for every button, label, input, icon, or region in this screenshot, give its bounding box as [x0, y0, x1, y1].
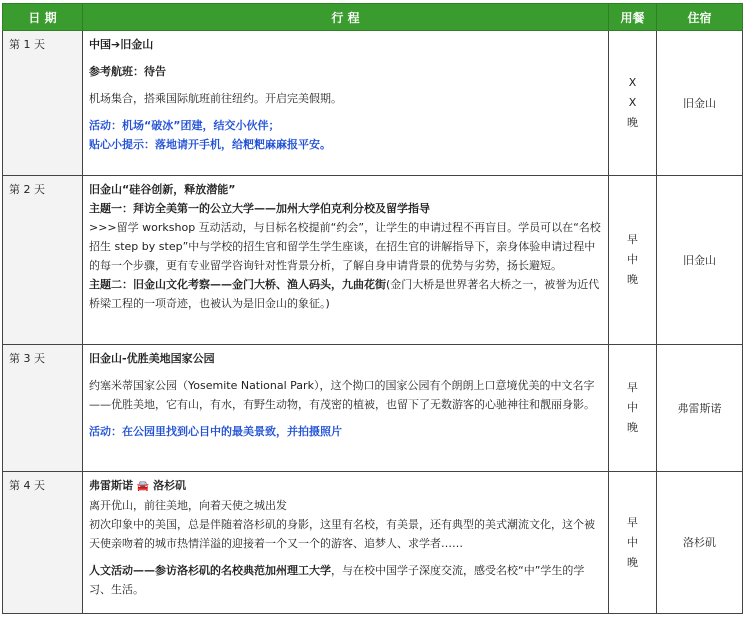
meal-dinner: 晚	[627, 555, 638, 569]
meal-dinner: 晚	[627, 116, 638, 129]
meal-lunch: 中	[627, 535, 638, 549]
meal-lunch: 中	[627, 401, 638, 414]
meal-cell	[609, 345, 657, 472]
theme-two-paragraph	[89, 275, 602, 313]
meal-breakfast: 早	[627, 515, 638, 529]
day-title: 旧金山“硅谷创新，释放潜能”	[89, 183, 236, 196]
title-destination: 洛杉矶	[153, 479, 187, 492]
theme-one: 主题一：拜访全美第一的公立大学——加州大学伯克利分校及留学指导	[89, 202, 430, 215]
meal-dinner: 晚	[627, 421, 638, 434]
day-description: 初次印象中的美国，总是伴随着洛杉矶的身影，这里有名校，有美景，还有典型的美式潮流文化，这个被天使亲吻着的城市热情洋溢的迎接着一个又一个的游客、追梦人、求学者……	[89, 518, 595, 550]
day-plan	[83, 31, 609, 176]
day-title: 旧金山-优胜美地国家公园	[89, 352, 215, 365]
day-row-3	[3, 345, 743, 472]
day-description: 机场集合，搭乘国际航班前往纽约。开启完美假期。	[89, 92, 342, 105]
itinerary-table	[2, 3, 743, 614]
day-description: 约塞米蒂国家公园（Yosemite National Park），这个拗口的国家公园有个朗朗上口意境优美的中文名字——优胜美地，它有山，有水，有野生动物，有茂密的植被，也留下了无数游客的心驰神往和靓丽身影。	[89, 379, 595, 411]
theme-two-description: (金门大桥是世界著名大桥之一，被誉为近代桥梁工程的一项奇迹，也被认为是旧金山的象征。)	[89, 278, 600, 310]
header-stay: 住宿	[657, 4, 743, 31]
activity-description: ，与在校中国学子深度交流，感受名校“中”学生的学习、生活。	[89, 564, 585, 596]
stay-cell: 旧金山	[657, 31, 743, 176]
header-row	[3, 4, 743, 31]
meal-lunch: X	[628, 96, 637, 109]
meal-cell	[609, 31, 657, 176]
activity-title: 人文活动——参访洛杉矶的名校典范加州理工大学	[89, 564, 331, 577]
day-row-2	[3, 176, 743, 345]
day-label: 第 1 天	[3, 31, 83, 176]
day-label: 第 3 天	[3, 345, 83, 472]
title-origin: 弗雷斯诺	[89, 479, 133, 492]
day-plan	[83, 472, 609, 614]
day-plan	[83, 176, 609, 345]
stay-cell: 洛杉矶	[657, 472, 743, 614]
header-date: 日 期	[3, 4, 83, 31]
day-title	[89, 476, 602, 496]
stay-cell: 弗雷斯诺	[657, 345, 743, 472]
header-meal: 用餐	[609, 4, 657, 31]
stay-cell: 旧金山	[657, 176, 743, 345]
activity-text: 活动：在公园里找到心目中的最美景致，并拍摄照片	[89, 425, 342, 438]
car-icon: 🚘	[136, 481, 150, 492]
meal-breakfast: 早	[627, 381, 638, 394]
header-schedule: 行 程	[83, 4, 609, 31]
day-row-4	[3, 472, 743, 614]
meal-dinner: 晚	[627, 273, 638, 286]
day-title: 中国➔旧金山	[89, 38, 154, 51]
day-plan	[83, 345, 609, 472]
activity-paragraph	[89, 561, 602, 599]
theme-one-description: >>>留学 workshop 互动活动，与目标名校提前“约会”，让学生的申请过程不再盲目。学员可以在“名校招生 step by step”中与学校的招生官和留学生学生座谈，在招生官的讲解指导下，亲身体验申请过程中的每一个步骤，更有专业留学咨询针对性背景分析，了解自身申请背景的优势与劣势，扬长避短。	[89, 221, 601, 272]
day-label: 第 2 天	[3, 176, 83, 345]
day-label: 第 4 天	[3, 472, 83, 614]
meal-breakfast: 早	[627, 233, 638, 246]
tip-text: 贴心小提示：落地请开手机，给粑粑麻麻报平安。	[89, 138, 331, 151]
theme-two: 主题二：旧金山文化考察——金门大桥、渔人码头，九曲花街	[89, 278, 386, 291]
day-row-1	[3, 31, 743, 176]
meal-lunch: 中	[627, 253, 638, 266]
flight-info: 参考航班：待告	[89, 65, 166, 78]
departure-line: 离开优山，前往美地，向着天使之城出发	[89, 499, 287, 512]
meal-cell	[609, 176, 657, 345]
meal-cell	[609, 472, 657, 614]
activity-text: 活动：机场“破冰”团建，结交小伙伴；	[89, 119, 280, 132]
meal-breakfast: X	[628, 76, 637, 89]
